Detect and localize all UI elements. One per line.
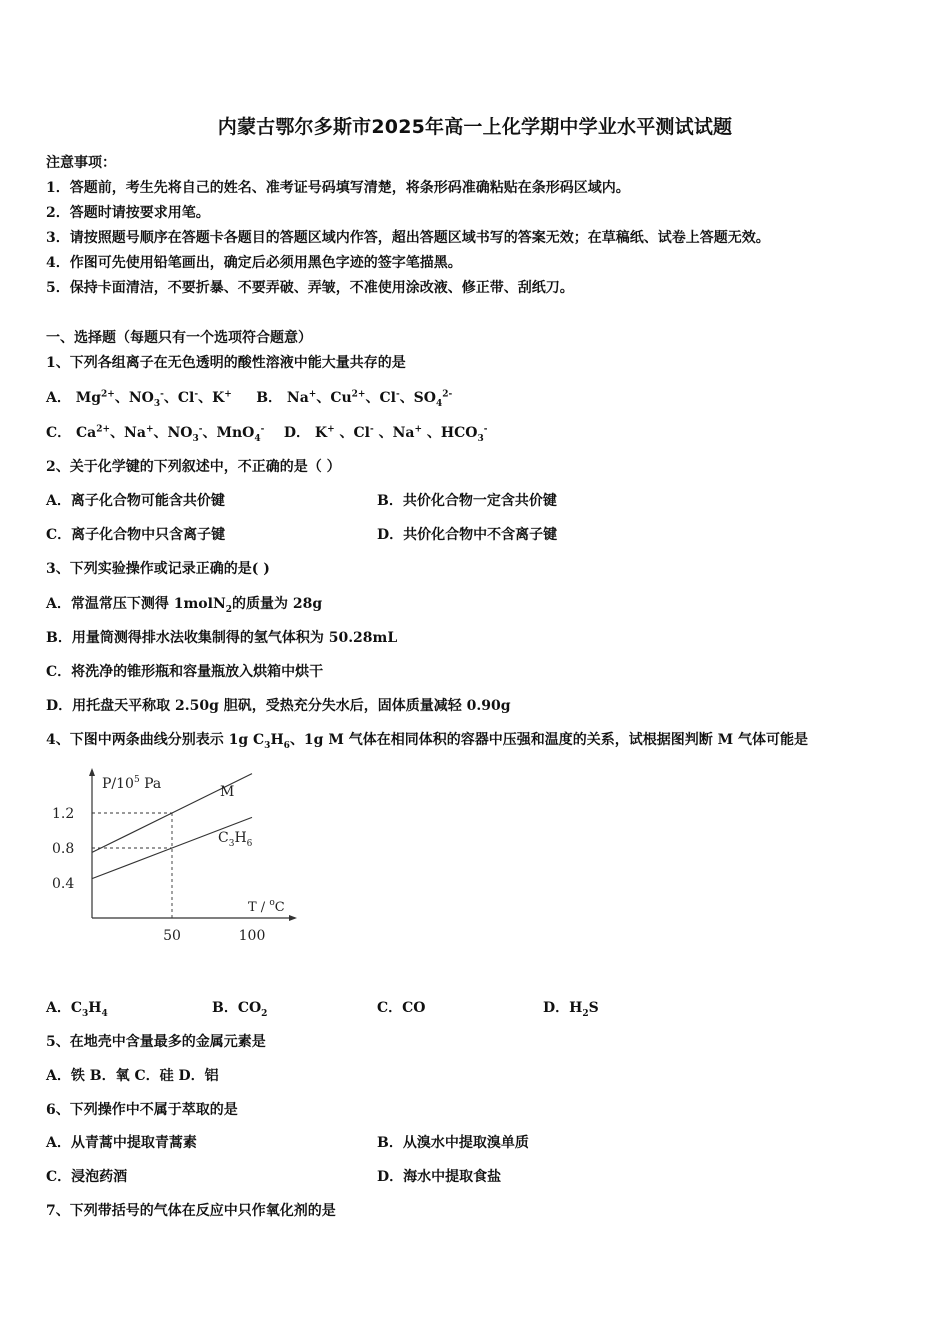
question-2-option-b: B．共价化合物一定含共价键 [377,493,557,509]
question-5-stem: 5、在地壳中含量最多的金属元素是 [46,1034,266,1050]
question-3-option-d: D．用托盘天平称取 2.50g 胆矾，受热充分失水后，固体质量减轻 0.90g [46,698,511,714]
question-3-stem: 3、下列实验操作或记录正确的是( ) [46,561,270,577]
notice-item: 2．答题时请按要求用笔。 [46,205,210,221]
notice-item: 1．答题前，考生先将自己的姓名、准考证号码填写清楚，将条形码准确粘贴在条形码区域内。 [46,180,630,196]
question-6-option-b: B．从溴水中提取溴单质 [377,1135,529,1151]
series-c3h6-label: $C_3H_6$ [218,830,253,849]
question-6-option-c: C．浸泡药酒 [46,1169,128,1185]
question-2-stem: 2、关于化学键的下列叙述中，不正确的是（ ） [46,459,341,475]
question-4-stem: 4、下图中两条曲线分别表示 1g $C_3H_6$、1g M 气体在相同体积的容器中压强和温度的关系，试根据图判断 M 气体可能是 [46,732,808,751]
question-3-option-b: B．用量筒测得排水法收集制得的氢气体积为 50.28mL [46,630,398,646]
y-axis-label: $P/10^5$ Pa [102,775,162,792]
pressure-temperature-chart [40,760,320,950]
question-6-stem: 6、下列操作中不属于萃取的是 [46,1102,238,1118]
question-1-stem: 1、下列各组离子在无色透明的酸性溶液中能大量共存的是 [46,355,406,371]
notice-item: 3．请按照题号顺序在答题卡各题目的答题区域内作答，超出答题区域书写的答案无效；在草稿纸、试卷上答题无效。 [46,230,770,246]
question-7-stem: 7、下列带括号的气体在反应中只作氧化剂的是 [46,1203,336,1219]
question-4-option-d: D．$H_2S$ [543,1000,599,1019]
series-m-label: M [220,784,235,800]
y-tick-label: 0.4 [52,876,75,892]
question-3-option-a: A．常温常压下测得 1molN$_2$的质量为 28g [46,596,323,615]
x-axis-label: T / $^o$C [248,898,285,915]
question-4-option-b: B．$CO_2$ [212,1000,268,1019]
y-tick-label: 1.2 [52,806,75,822]
x-tick-label: 50 [163,928,181,944]
section-heading: 一、选择题（每题只有一个选项符合题意） [46,330,312,346]
question-2-option-d: D．共价化合物中不含离子键 [377,527,558,543]
notice-heading: 注意事项： [46,155,116,171]
question-1-options-cd: C． $Ca^{2+}$、Na+、$NO_3^-$、MnO$_4$- D． K+ 、Cl- 、Na+ 、$HCO_3^-$ [46,424,488,444]
y-axis-arrow [89,768,95,776]
question-4-option-c: C．CO [377,1000,426,1016]
question-5-options: A．铁 B．氧 C．硅 D．铝 [46,1068,219,1084]
question-2-option-c: C．离子化合物中只含离子键 [46,527,226,543]
question-1-options-ab: A． $Mg^{2+}$、$NO_3^-$、Cl-、K+ B． Na+、$Cu^{2+}$、Cl-、$SO_4^{2-}$ [46,389,453,409]
notice-item: 5．保持卡面清洁，不要折暴、不要弄破、弄皱，不准使用涂改液、修正带、刮纸刀。 [46,280,574,296]
notice-item: 4．作图可先使用铅笔画出，确定后必须用黑色字迹的签字笔描黑。 [46,255,462,271]
question-6-option-a: A．从青蒿中提取青蒿素 [46,1135,197,1151]
x-axis-arrow [289,915,297,921]
y-tick-label: 0.8 [52,841,75,857]
page-title: 内蒙古鄂尔多斯市2025年高一上化学期中学业水平测试试题 [217,116,733,138]
question-6-option-d: D．海水中提取食盐 [377,1169,502,1185]
question-4-option-a: A．$C_3H_4$ [46,1000,108,1019]
question-3-option-c: C．将洗净的锥形瓶和容量瓶放入烘箱中烘干 [46,664,324,680]
question-2-option-a: A．离子化合物可能含共价键 [46,493,225,509]
x-tick-label: 100 [238,928,266,944]
